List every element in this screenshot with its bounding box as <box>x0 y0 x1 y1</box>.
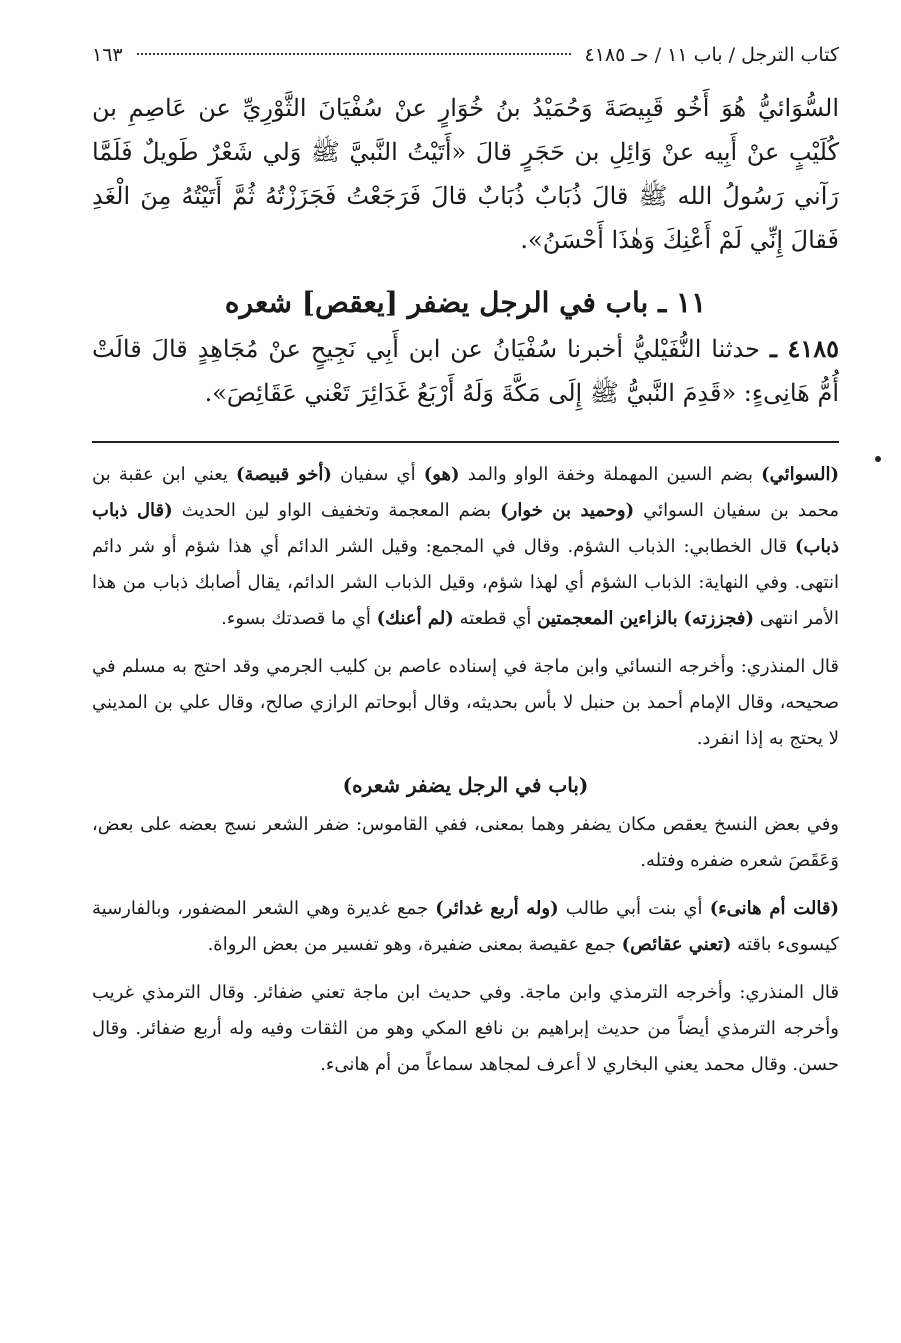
term: (لم أعنك) <box>376 608 454 629</box>
hadith-continuation: السُّوَائيُّ هُوَ أَخُو قَبِيصَةَ وَحُمَيْدُ بنُ خُوَارٍ عنْ سُفْيَانَ الثَّوْرِيِّ عن عَاصِمِ بن كُلَيْبٍ عنْ أَبِيه عنْ وَائِلِ بن حَجَرٍ قالَ «أَتَيْتُ النَّبيَّ ﷺ وَلي شَعْرٌ طَويلٌ فَلَمَّا رَآني رَسُولُ الله ﷺ قالَ ذُبَابٌ ذُبَابٌ قالَ فَرَجَعْتُ فَجَزَزْتُهُ ثُمَّ أَتَيْتُهُ مِنَ الْغَدِ فَقالَ إِنِّي لَمْ أَعْنِكَ وَهٰذَا أَحْسَنُ». <box>92 94 839 254</box>
explanation: جمع غديرة وهي الشعر المضفور، وبالفارسية كيسوىء باقته <box>92 898 839 955</box>
commentary-paragraph-5: قال المنذري: وأخرجه الترمذي وابن ماجة. وفي حديث ابن ماجة تعني ضفائر. وقال الترمذي غريب وأخرجه الترمذي أيضاً من حديث إبراهيم بن نافع المكي وهو من الثقات وفيه وله أربع ضفائر. وقال حسن. وقال محمد يعني البخاري لا أعرف لمجاهد سماعاً من أم هانىء. <box>92 982 839 1075</box>
explanation: أي قطعته <box>453 608 538 629</box>
header-dot-leader <box>137 53 571 55</box>
term: (قالت أم هانىء) <box>709 898 839 919</box>
term: بالزاءين المعجمتين <box>537 608 678 629</box>
chapter-title: ١١ ـ باب في الرجل يضفر [يعقص] شعره <box>224 286 707 319</box>
term: (وحميد بن خوار) <box>500 500 635 521</box>
running-title: كتاب الترجل / باب ١١ / حـ ٤١٨٥ <box>584 44 839 66</box>
explanation: أي بنت أبي طالب <box>558 898 710 919</box>
commentary-paragraph-3: وفي بعض النسخ يعقص مكان يضفر وهما بمعنى، ففي القاموس: ضفر الشعر نسج بعضه على بعض، وَعَقَصَ شعره ضفره وفتله. <box>92 814 839 871</box>
margin-mark <box>875 456 881 462</box>
commentary-paragraph-1 <box>92 457 839 637</box>
commentary-paragraph-2: قال المنذري: وأخرجه النسائي وابن ماجة في إسناده عاصم بن كليب الجرمي وقد احتج به مسلم في صحيحه، وقال الإمام أحمد بن حنبل لا بأس بحديثه، وقال أبوحاتم الرازي صالح، وقال علي بن المديني لا يحتج به إذا انفرد. <box>92 656 839 749</box>
term: (وله أربع غدائر) <box>435 898 559 919</box>
hadith-number: ٤١٨٥ ـ <box>769 334 840 363</box>
term: (أخو قبيصة) <box>236 464 332 485</box>
explanation: بضم السين المهملة وخفة الواو والمد <box>459 464 762 485</box>
commentary <box>92 457 839 1083</box>
page-number: ١٦٣ <box>92 44 123 66</box>
explanation: بضم المعجمة وتخفيف الواو لين الحديث <box>172 500 501 521</box>
hadith-4185 <box>92 327 839 415</box>
term: (قال ذباب ذباب) <box>92 500 839 557</box>
footnote-separator <box>92 441 839 443</box>
page-header <box>92 44 839 80</box>
explanation: أي سفيان <box>331 464 424 485</box>
explanation: أي ما قصدتك بسوء. <box>221 608 377 629</box>
commentary-paragraph-4 <box>92 891 839 963</box>
explanation: قال الخطابي: الذباب الشؤم. وقال في المجمع: وقيل الشر الدائم أي هذا شؤم أو شر دائم انتهى. وفي النهاية: الذباب الشؤم أي لهذا شؤم، وقيل الذباب الشر الدائم، يقال أصابك ذباب من هذا الأمر انتهى <box>92 536 839 629</box>
commentary-subtitle: (باب في الرجل يضفر شعره) <box>342 773 589 797</box>
hadith-text: حدثنا النُّفَيْليُّ أخبرنا سُفْيَانُ عن ابن أَبِي نَجِيحٍ عنْ مُجَاهِدٍ قالَ قالَتْ أُمُّ هَانِىءٍ: «قَدِمَ النَّبيُّ ﷺ إِلَى مَكَّةَ وَلَهُ أَرْبَعُ غَدَائِرَ تَعْني عَقَائِصَ». <box>92 335 839 407</box>
explanation: جمع عقيصة بمعنى ضفيرة، وهو تفسير من بعض الرواة. <box>207 934 622 955</box>
explanation: يعني ابن عقبة بن محمد بن سفيان السوائي <box>92 464 839 521</box>
term: (تعني عقائص) <box>621 934 732 955</box>
term: (هو) <box>423 464 460 485</box>
term: (فجززته) <box>683 608 754 629</box>
term: (السوائي) <box>761 464 839 485</box>
